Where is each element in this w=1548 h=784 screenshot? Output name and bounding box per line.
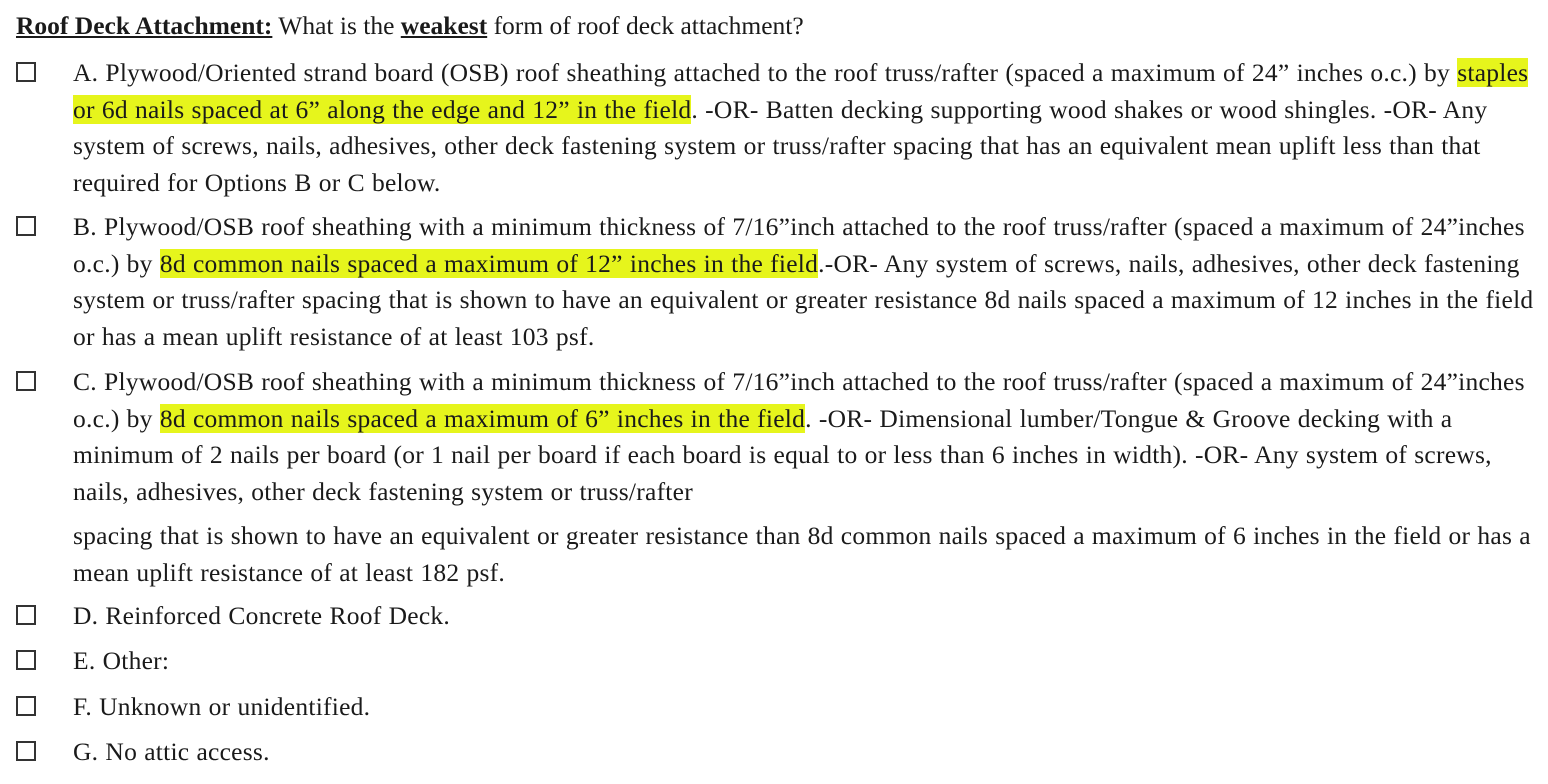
option-a-highlight: staples or 6d nails spaced at 6” along the edge and 12” in the field: [73, 58, 1529, 124]
option-a-checkbox[interactable]: [16, 62, 36, 82]
question-text-end: form of roof deck attachment?: [487, 11, 804, 40]
option-c-text: [73, 364, 1543, 591]
option-c-highlight: 8d common nails spaced a maximum of 6” inches in the field: [159, 403, 806, 433]
option-f-text: F. Unknown or unidentified.: [73, 692, 371, 721]
option-c-checkbox[interactable]: [16, 371, 36, 391]
question-heading: [16, 8, 804, 44]
option-d-checkbox[interactable]: [16, 605, 36, 625]
option-c-text-post: . -OR- Dimensional lumber/Tongue & Groove decking with a minimum of 2 nails per board (or 1 nail per board if each board is equal to or less than 6 inches in width). -OR- Any system of screws, nails, adhesives, other deck fastening system or truss/rafter: [73, 403, 1492, 506]
question-text-start: What is the: [272, 11, 401, 40]
option-g-text: G. No attic access.: [73, 737, 270, 766]
option-a-text: [73, 55, 1543, 201]
option-e-text: E. Other:: [73, 646, 170, 675]
option-b-highlight: 8d common nails spaced a maximum of 12” inches in the field: [159, 248, 819, 278]
question-emphasis: weakest: [400, 11, 488, 40]
option-b-text: [73, 209, 1543, 355]
option-b-checkbox[interactable]: [16, 216, 36, 236]
option-d-text: D. Reinforced Concrete Roof Deck.: [73, 601, 451, 630]
option-c-text-last: spacing that is shown to have an equivalent or greater resistance than 8d common nails spaced a maximum of 6 inches in the field or has a mean uplift resistance of at least 182 psf.: [73, 521, 1531, 587]
option-b-text-post: .-OR- Any system of screws, nails, adhesives, other deck fastening system or truss/rafter spacing that is shown to have an equivalent or greater resistance 8d nails spaced a maximum of 12 inches in the field or has a mean uplift resistance of at least 103 psf.: [73, 248, 1534, 351]
option-a-text-pre: A. Plywood/Oriented strand board (OSB) roof sheathing attached to the roof truss/rafter (spaced a maximum of 24” inches o.c.) by: [73, 58, 1458, 87]
option-g-checkbox[interactable]: [16, 741, 36, 761]
option-c-text-pre: C. Plywood/OSB roof sheathing with a minimum thickness of 7/16”inch attached to the roof truss/rafter (spaced a maximum of 24”inches o.c.) by: [73, 367, 1525, 433]
option-a-text-post: . -OR- Batten decking supporting wood shakes or wood shingles. -OR- Any system of screws, nails, adhesives, other deck fastening system or truss/rafter spacing that has an equivalent mean uplift less than that required for Options B or C below.: [73, 94, 1488, 197]
option-e-checkbox[interactable]: [16, 650, 36, 670]
option-b-text-pre: B. Plywood/OSB roof sheathing with a minimum thickness of 7/16”inch attached to the roof truss/rafter (spaced a maximum of 24”inches o.c.) by: [73, 212, 1525, 278]
question-label: Roof Deck Attachment:: [16, 11, 273, 40]
option-f-checkbox[interactable]: [16, 696, 36, 716]
